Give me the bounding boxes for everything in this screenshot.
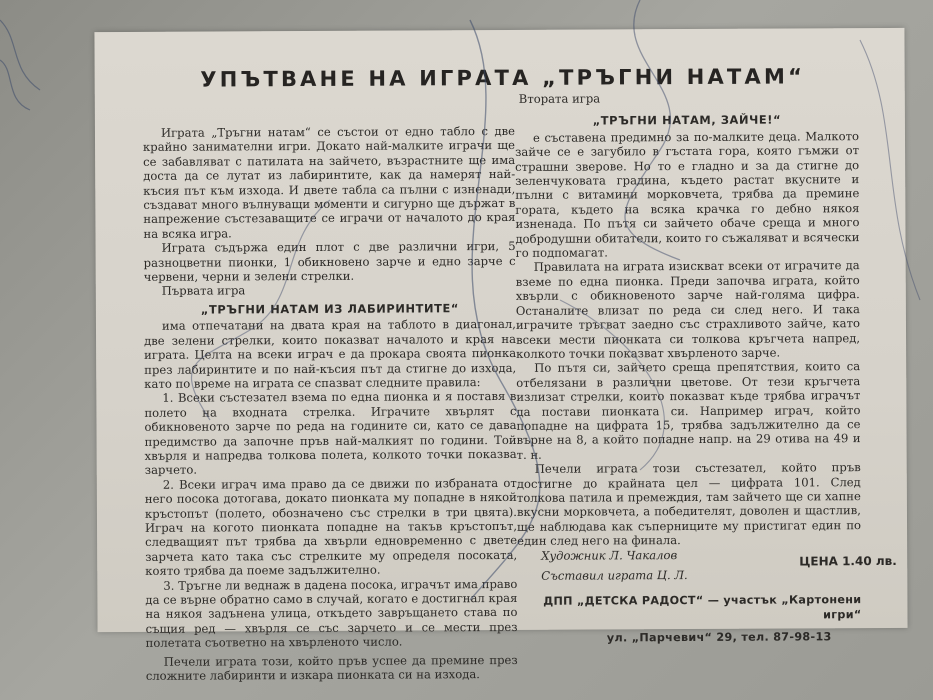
first-game-label: Първата игра bbox=[161, 283, 246, 299]
second-game-paragraph-2: Правилата на играта изискват всеки от играчите да вземе по една пионка. Преди започва играта, който хвърли с обикновеното зарче най-голяма цифра. Останалите влизат по реда си след него. И така играчите тръгват заедно със страхливото зайче, като всеки мести пионката си толкова кръгчета напред, колкото точки показват хвърленото зарче. bbox=[515, 258, 861, 361]
compiler-credit: Съставил играта Ц. Л. bbox=[541, 568, 688, 583]
second-game-title: „ТРЪГНИ НАТАМ, ЗАЙЧЕ!“ bbox=[592, 112, 782, 128]
second-game-paragraph-4: Печели играта този състезател, който пръв достигне до крайната цел — цифрата 101. След толкова патила и премеждия, там зайчето ще си хапне вкусни морковчета, а победителят, доволен и щастлив, ще наблюдава как съперниците му пристигат един по един след него на финала. bbox=[516, 460, 862, 549]
artist-credit: Художник Л. Чакалов bbox=[541, 547, 678, 563]
rule-1: 1. Всеки състезател взема по една пионка и я поставя в полето на входната стрелка. Играчите хвърлят с обикновеното зарче по реда на годините си, като се дава предимство да започне пръв най-малкият по години. Той хвърля и напредва толкова полета, колкото точки показва зарчето. bbox=[144, 389, 517, 478]
first-game-intro: има отпечатани на двата края на таблото в диагонал, две зелени стрелки, които показват началото и края на играта. Целта на всеки играч е да прокара своята пионка през лабиринтите и по най-късия път да стигне до изхода, като по време на играта се спазват следните правила: bbox=[144, 317, 517, 391]
address-line: ул. „Парчевич“ 29, тел. 87-98-13 bbox=[606, 630, 832, 645]
intro-paragraph: Играта „Тръгни натам“ се състои от едно табло с две крайно занимателни игри. Докато най-малките играчи ще се забавляват с патилата на зайчето, възрастните ще има доста да се лутат из лабиринтите, как да намерят най-късия път към изхода. И двете табла са пълни с изненади, създават много вълнуващи моменти и сигурно ще държат в напрежение състезаващите се играчи от началото до края на всяка игра. bbox=[143, 123, 516, 241]
first-game-ending: Печели играта този, който пръв успее да премине през сложните лабиринти и изкара пионката си на изхода. bbox=[145, 652, 518, 683]
second-game-paragraph-1: е съставена предимно за по-малките деца. Малкото зайче се е загубило в гъстата гора, която гъмжи от страшни зверове. Но то е гладно и за да стигне до зеленчуковата градина, където растат вкусните и пълни с витамини морковчета, трябва да премине гората, където на всяка крачка го дебно някоя изненада. По пътя си зайчето обаче среща и много добродушни обитатели, които го съжаляват и всячески го подпомагат. bbox=[515, 128, 860, 260]
left-column bbox=[143, 124, 518, 683]
rule-3: 3. Тръгне ли веднаж в дадена посока, играчът има право да се върне обратно само в случай, когато е достигнал края на някоя задънена улица, откъдето завръщането става по същия ред — хвърля се със зарчето и се мести през полетата съответно на хвърленото число. bbox=[145, 576, 518, 651]
instruction-sheet bbox=[94, 28, 907, 683]
second-game-paragraph-3: По пътя си, зайчето среща препятствия, които са отбелязани в различни цветове. От тези кръгчета излизат стрелки, които показват къде трябва играчът да постави пионката си. Например играч, който попадне на цифрата 15, трябва задължително да се върне на 8, а който попадне напр. на 29 отива на 49 и т. н. bbox=[516, 359, 861, 462]
first-game-title: „ТРЪГНИ НАТАМ ИЗ ЛАБИРИНТИТЕ“ bbox=[200, 301, 459, 317]
publisher-line: ДПП „ДЕТСКА РАДОСТ“ — участък „Картонени игри“ bbox=[543, 593, 862, 622]
second-game-label: Втората игра bbox=[518, 91, 601, 106]
page-title: УПЪТВАНЕ НА ИГРАТА „ТРЪГНИ НАТАМ“ bbox=[200, 64, 806, 92]
price-label: ЦЕНА 1.40 лв. bbox=[799, 553, 897, 569]
contents-paragraph: Играта съдържа един плот с две различни игри, 5 разноцветни пионки, 1 обикновено зарче и едно зарче с червени, черни и зелени стрелки. bbox=[143, 239, 516, 284]
rule-2: 2. Всеки играч има право да се движи по избраната от него посока дотогава, докато пионката му попадне в някой кръстопът (полето, обозначено със стрелки в три цвята). Играч на когото пионката попадне на такъв кръстопът, следващият път трябва да хвърли едновременно с двете зарчета като така със стрелките му определя посоката, която трябва да поеме задължително. bbox=[144, 475, 518, 579]
